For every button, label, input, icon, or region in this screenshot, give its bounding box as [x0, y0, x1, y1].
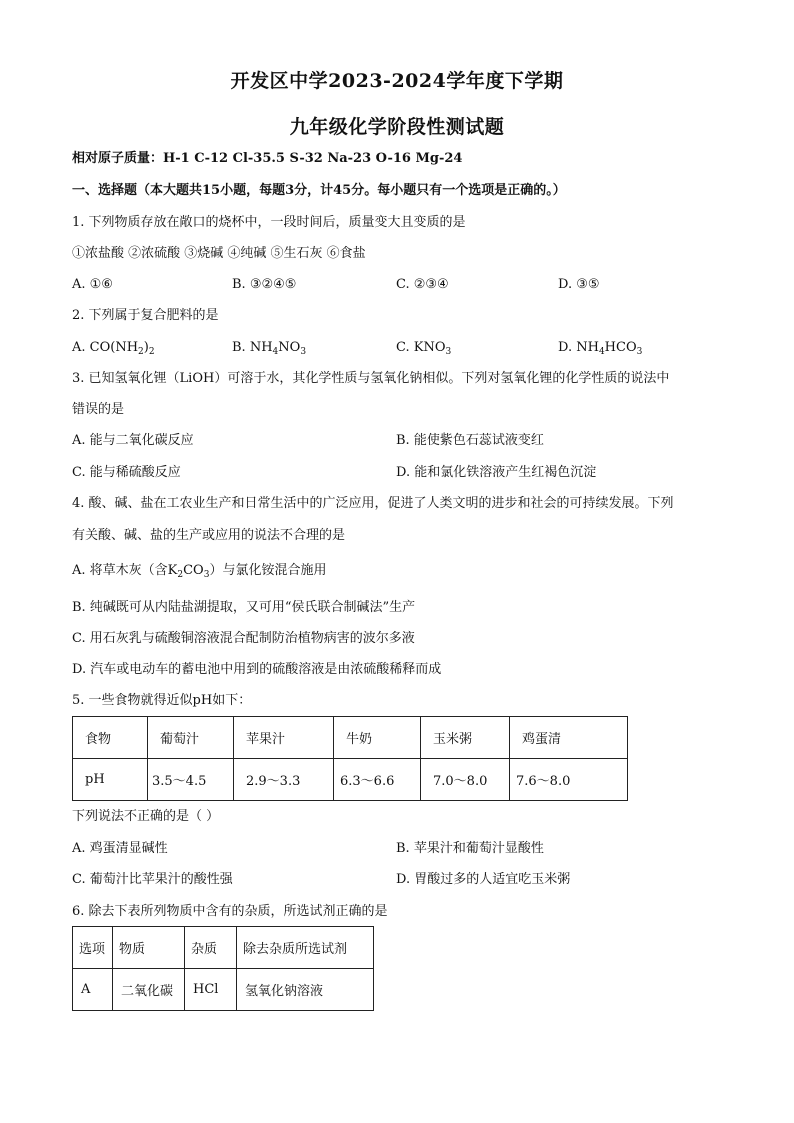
q3-option-b: B. 能使紫色石蕊试液变红 [396, 433, 544, 448]
q6-stem: 6. 除去下表所列物质中含有的杂质，所选试剂正确的是 [72, 904, 388, 919]
q3-option-c: C. 能与稀硫酸反应 [72, 465, 181, 480]
q2-option-d: D. $NH_4HCO_3$ [558, 340, 643, 357]
table-cell: 杂质 [185, 927, 237, 969]
q3-option-a: A. 能与二氧化碳反应 [72, 433, 194, 448]
table-cell: 除去杂质所选试剂 [237, 927, 374, 969]
q1-option-a: A. ①⑥ [72, 277, 113, 292]
q1-option-c: C. ②③④ [396, 277, 449, 292]
atomic-masses: 相对原子质量：H-1 C-12 Cl-35.5 S-32 Na-23 O-16 Mg-24 [72, 151, 463, 166]
table-cell: 鸡蛋清 [510, 717, 628, 759]
q4-stem-line1: 4. 酸、碱、盐在工农业生产和日常生活中的广泛应用，促进了人类文明的进步和社会的可持续发展。下列 [72, 496, 674, 511]
q3-stem-line1: 3. 已知氢氧化锂（LiOH）可溶于水，其化学性质与氢氧化钠相似。下列对氢氧化锂的化学性质的说法中 [72, 371, 670, 386]
q2-option-c: C. $KNO_3$ [396, 340, 452, 357]
q5-stem: 5. 一些食物就得近似pH如下： [72, 693, 252, 708]
q5-option-a: A. 鸡蛋清显碱性 [72, 841, 168, 856]
table-cell: 3.5～4.5 [148, 759, 234, 801]
q3-stem-line2: 错误的是 [72, 402, 125, 417]
exam-subtitle: 九年级化学阶段性测试题 [289, 116, 505, 138]
q4-option-b: B. 纯碱既可从内陆盐湖提取，又可用“侯氏联合制碱法”生产 [72, 600, 416, 615]
table-cell: 葡萄汁 [148, 717, 234, 759]
q5-option-b: B. 苹果汁和葡萄汁显酸性 [396, 841, 544, 856]
table-cell: 玉米粥 [421, 717, 510, 759]
impurity-table [72, 926, 374, 1011]
q2-option-a: A. $CO(NH_2)_2$ [72, 340, 155, 357]
table-row [73, 969, 374, 1011]
table-cell: A [73, 969, 113, 1011]
q4-option-c: C. 用石灰乳与硫酸铜溶液混合配制防治植物病害的波尔多液 [72, 631, 415, 646]
table-cell: 7.6～8.0 [510, 759, 628, 801]
table-row [73, 927, 374, 969]
q1-option-b: B. ③②④⑤ [232, 277, 297, 292]
q2-option-b: B. $NH_4NO_3$ [232, 340, 307, 357]
table-row [73, 759, 628, 801]
q3-option-d: D. 能和氯化铁溶液产生红褐色沉淀 [396, 465, 597, 480]
table-cell: 7.0～8.0 [421, 759, 510, 801]
table-row [73, 717, 628, 759]
table-cell: 氢氧化钠溶液 [237, 969, 374, 1011]
table-cell: 选项 [73, 927, 113, 969]
exam-title: 开发区中学2023-2024学年度下学期 [230, 70, 564, 92]
q5-prompt: 下列说法不正确的是（ ） [72, 809, 220, 824]
table-cell: 牛奶 [334, 717, 421, 759]
ph-table [72, 716, 628, 801]
q2-stem: 2. 下列属于复合肥料的是 [72, 308, 219, 323]
section-title: 一、选择题（本大题共15小题，每题3分，计45分。每小题只有一个选项是正确的。） [72, 183, 566, 198]
table-cell: 6.3～6.6 [334, 759, 421, 801]
table-cell: 苹果汁 [234, 717, 334, 759]
table-cell: 物质 [113, 927, 185, 969]
table-cell: HCl [185, 969, 237, 1011]
q1-stem: 1. 下列物质存放在敞口的烧杯中，一段时间后，质量变大且变质的是 [72, 215, 466, 230]
q4-stem-line2: 有关酸、碱、盐的生产或应用的说法不合理的是 [72, 528, 346, 543]
table-cell: pH [73, 759, 148, 801]
table-cell: 2.9～3.3 [234, 759, 334, 801]
table-cell: 食物 [73, 717, 148, 759]
q1-option-d: D. ③⑤ [558, 277, 600, 292]
q1-items: ①浓盐酸 ②浓硫酸 ③烧碱 ④纯碱 ⑤生石灰 ⑥食盐 [72, 246, 366, 261]
table-cell: 二氧化碳 [113, 969, 185, 1011]
q4-option-d: D. 汽车或电动车的蓄电池中用到的硫酸溶液是由浓硫酸稀释而成 [72, 662, 442, 677]
q4-option-a: A. 将草木灰（含$K_2CO_3$）与氯化铵混合施用 [72, 563, 327, 580]
q5-option-d: D. 胃酸过多的人适宜吃玉米粥 [396, 872, 571, 887]
q5-option-c: C. 葡萄汁比苹果汁的酸性强 [72, 872, 233, 887]
